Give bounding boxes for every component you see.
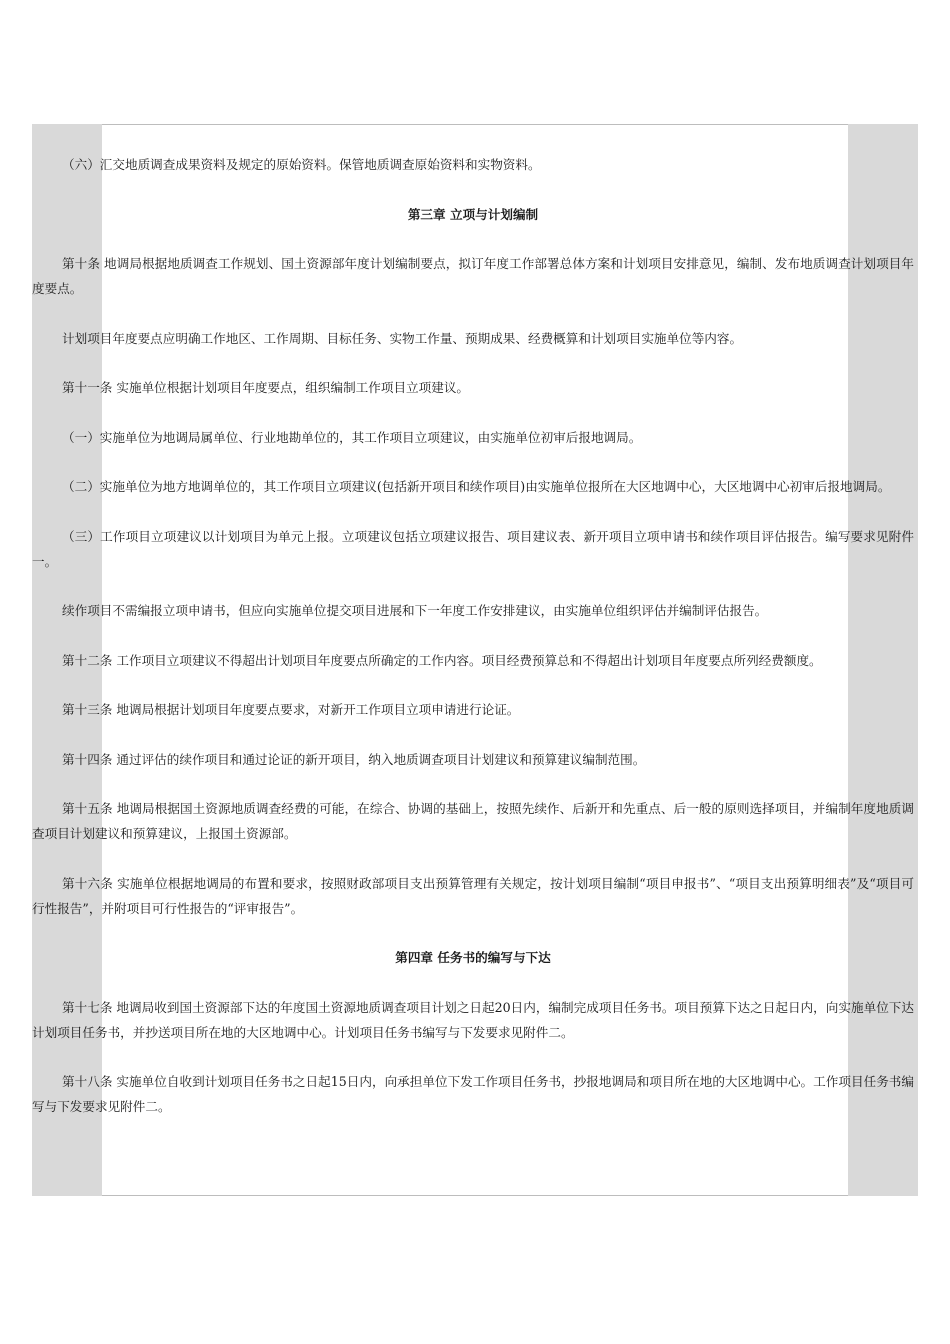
article-12: 第十二条 工作项目立项建议不得超出计划项目年度要点所确定的工作内容。项目经费预算总和不得超出计划项目年度要点所列经费额度。 — [62, 652, 822, 668]
document-page — [32, 124, 918, 1196]
chapter-3-heading: 第三章 立项与计划编制 — [407, 206, 539, 222]
document-body — [32, 124, 918, 1196]
paragraph-item-6: （六）汇交地质调查成果资料及规定的原始资料。保管地质调查原始资料和实物资料。 — [62, 157, 541, 172]
article-10: 第十条 地调局根据地质调查工作规划、国土资源部年度计划编制要点，拟订年度工作部署总体方案和计划项目安排意见，编制、发布地质调查计划项目年度要点。 — [32, 256, 914, 296]
article-14: 第十四条 通过评估的续作项目和通过论证的新开项目，纳入地质调查项目计划建议和预算建议编制范围。 — [62, 751, 646, 767]
article-11: 第十一条 实施单位根据计划项目年度要点，组织编制工作项目立项建议。 — [62, 380, 470, 395]
article-11-item-1: （一）实施单位为地调局属单位、行业地勘单位的，其工作项目立项建议，由实施单位初审后报地调局。 — [62, 429, 642, 445]
article-17: 第十七条 地调局收到国土资源部下达的年度国土资源地质调查项目计划之日起20日内，编制完成项目任务书。项目预算下达之日起日内，向实施单位下达计划项目任务书，并抄送项目所在地的大区地调中心。计划项目任务书编写与下发要求见附件二。 — [32, 999, 914, 1040]
article-11-item-2: （二）实施单位为地方地调单位的，其工作项目立项建议(包括新开项目和续作项目)由实施单位报所在大区地调中心，大区地调中心初审后报地调局。 — [62, 479, 891, 494]
article-10-paragraph-2: 计划项目年度要点应明确工作地区、工作周期、目标任务、实物工作量、预期成果、经费概算和计划项目实施单位等内容。 — [62, 330, 743, 346]
article-13: 第十三条 地调局根据计划项目年度要点要求，对新开工作项目立项申请进行论证。 — [62, 702, 520, 717]
article-15: 第十五条 地调局根据国土资源地质调查经费的可能，在综合、协调的基础上，按照先续作、后新开和先重点、后一般的原则选择项目，并编制年度地质调查项目计划建议和预算建议，上报国土资源部。 — [32, 801, 914, 841]
article-11-paragraph-continuation: 续作项目不需编报立项申请书，但应向实施单位提交项目进展和下一年度工作安排建议，由实施单位组织评估并编制评估报告。 — [62, 603, 768, 618]
article-11-item-3: （三）工作项目立项建议以计划项目为单元上报。立项建议包括立项建议报告、项目建议表、新开项目立项申请书和续作项目评估报告。编写要求见附件一。 — [32, 528, 914, 569]
article-18: 第十八条 实施单位自收到计划项目任务书之日起15日内，向承担单位下发工作项目任务书，抄报地调局和项目所在地的大区地调中心。工作项目任务书编写与下发要求见附件二。 — [32, 1074, 914, 1114]
chapter-4-heading: 第四章 任务书的编写与下达 — [395, 950, 551, 965]
article-16: 第十六条 实施单位根据地调局的布置和要求，按照财政部项目支出预算管理有关规定，按计划项目编制“项目申报书”、“项目支出预算明细表”及“项目可行性报告”，并附项目可行性报告的“评审报告”。 — [32, 875, 914, 916]
